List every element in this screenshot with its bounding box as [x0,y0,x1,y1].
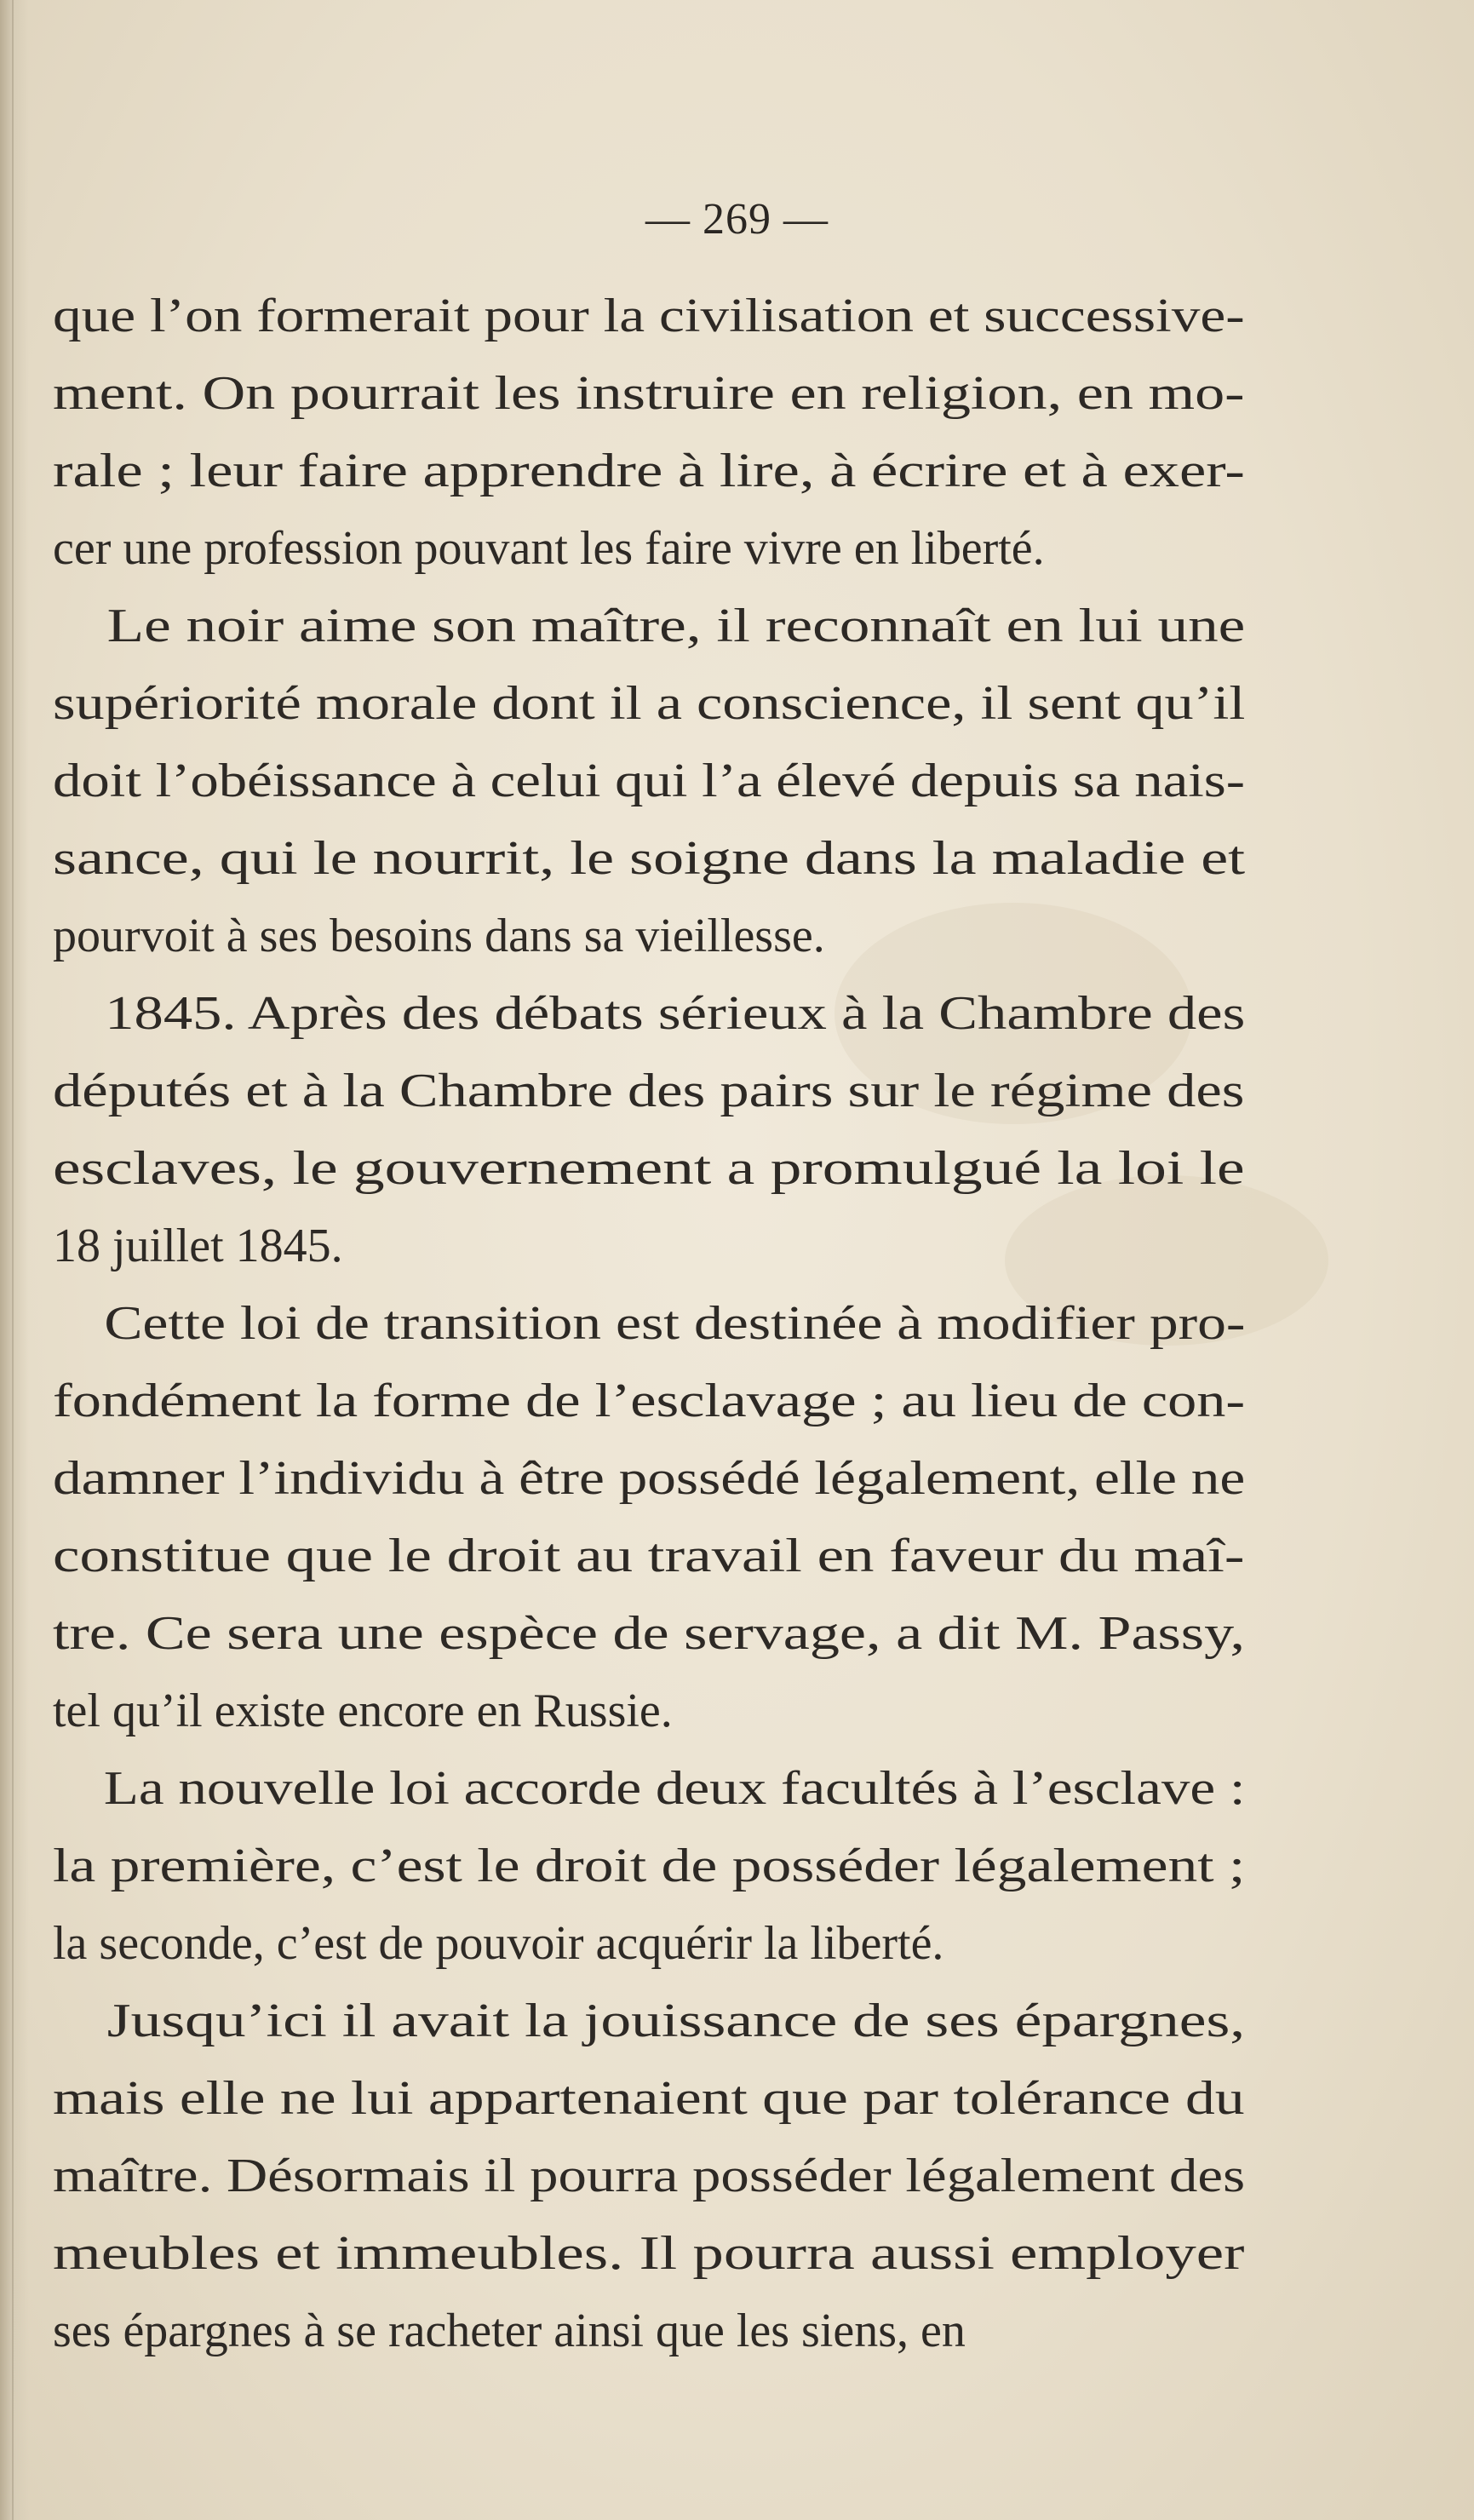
text-line: Cette loi de transition est destinée à modifier pro- [104,1297,1246,1350]
page-number: — 269 — [645,195,829,244]
text-line: rale ; leur faire apprendre à lire, à écrire et à exer- [53,445,1245,497]
paragraph [53,1285,1245,1750]
page-gutter-shadow [0,0,29,2520]
text-line: députés et à la Chambre des pairs sur le régime des [53,1065,1245,1117]
text-line: constitue que le droit au travail en faveur du maî- [53,1530,1245,1582]
paragraph [53,588,1245,975]
paragraph [53,1983,1245,2370]
text-line: doit l’obéissance à celui qui l’a élevé depuis sa nais- [53,755,1246,807]
text-line: ses épargnes à se racheter ainsi que les siens, en [53,2305,966,2357]
text-line: que l’on formerait pour la civilisation et successive- [53,290,1245,342]
paragraph [53,1750,1245,1983]
paragraph [53,278,1245,588]
text-line: mais elle ne lui appartenaient que par tolérance du [53,2072,1245,2125]
text-line: la première, c’est le droit de posséder légalement ; [53,1840,1246,1892]
text-line: la seconde, c’est de pouvoir acquérir la liberté. [53,1917,944,1970]
text-line: cer une profession pouvant les faire vivre en liberté. [53,522,1045,575]
text-line: tre. Ce sera une espèce de servage, a dit M. Passy, [53,1607,1246,1660]
text-line: maître. Désormais il pourra posséder légalement des [53,2150,1246,2202]
text-line: tel qu’il existe encore en Russie. [53,1685,673,1737]
body-text [53,278,1245,2370]
text-line: damner l’individu à être possédé légalement, elle ne [53,1452,1246,1505]
paragraph [53,975,1245,1285]
text-line: pourvoit à ses besoins dans sa vieillesse. [53,910,825,962]
text-line: Le noir aime son maître, il reconnaît en lui une [106,600,1246,652]
text-line: esclaves, le gouvernement a promulgué la loi le [53,1142,1245,1195]
text-line: 18 juillet 1845. [53,1220,343,1272]
text-line: sance, qui le nourrit, le soigne dans la maladie et [53,832,1246,885]
text-line: ment. On pourrait les instruire en religion, en mo- [53,367,1245,420]
text-line: supériorité morale dont il a conscience, il sent qu’il [53,677,1246,730]
text-line: fondément la forme de l’esclavage ; au lieu de con- [53,1375,1246,1427]
text-line: Jusqu’ici il avait la jouissance de ses épargnes, [106,1995,1246,2047]
text-line: meubles et immeubles. Il pourra aussi employer [53,2227,1245,2280]
text-line: 1845. Après des débats sérieux à la Chambre des [105,987,1246,1040]
page-edge [12,0,14,2520]
text-line: La nouvelle loi accorde deux facultés à l’esclave : [103,1762,1246,1815]
